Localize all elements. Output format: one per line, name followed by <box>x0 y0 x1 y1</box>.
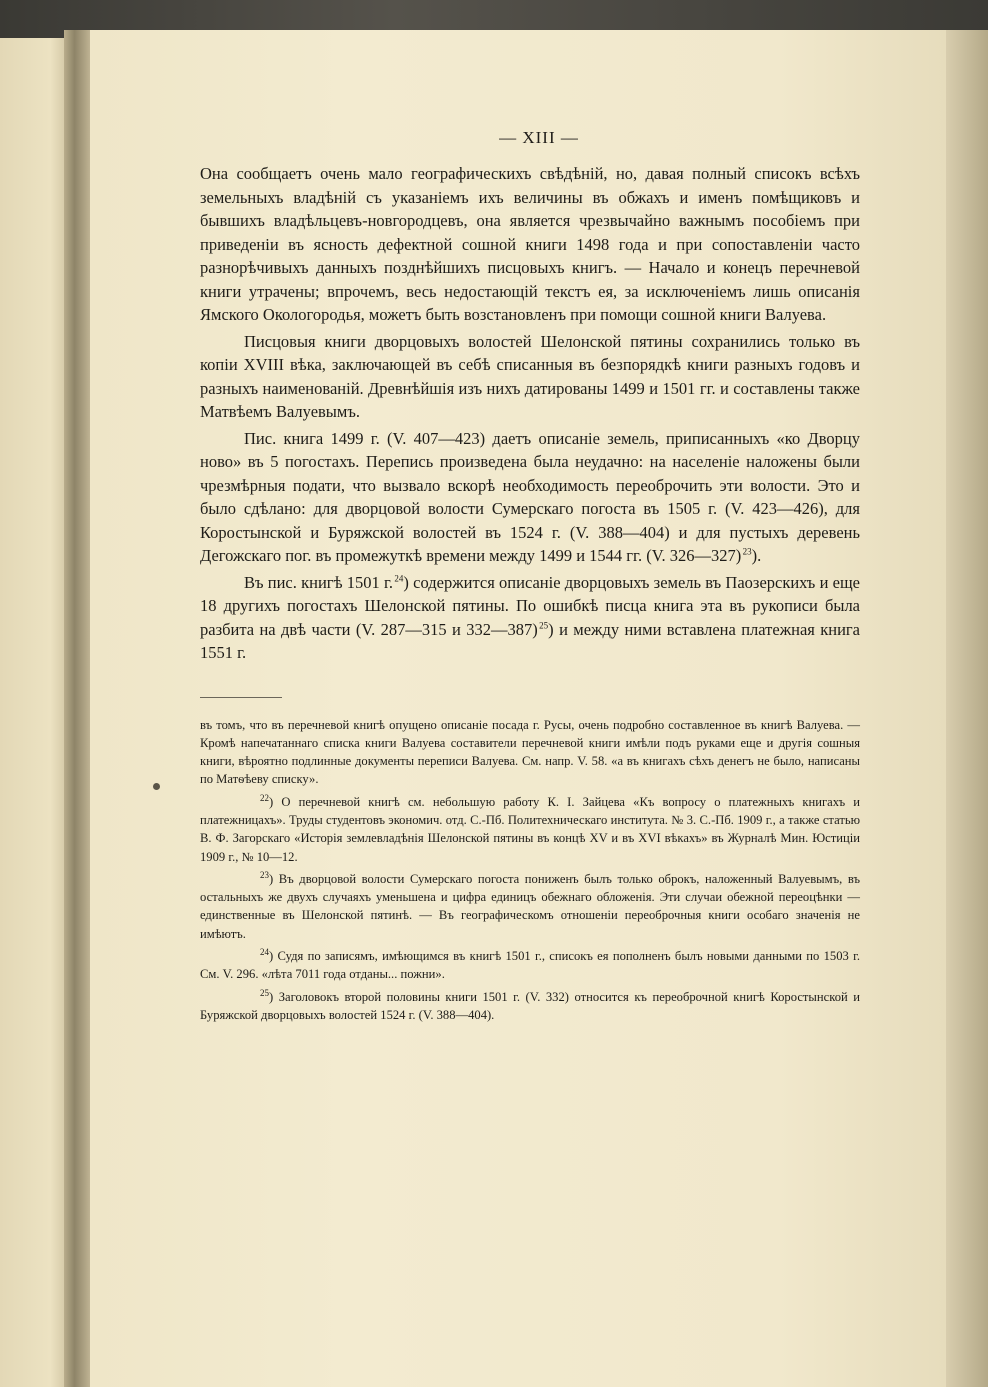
footnote-24: $^{24}$) Судя по записямъ, имѣющимся въ книгѣ 1501 г., списокъ ея пополненъ былъ новыми данными по 1503 г. См. V. 296. «лѣта 7011 года отданы... пожни». <box>200 946 860 982</box>
paragraph-1: Она сообщаетъ очень мало географическихъ свѣдѣній, но, давая полный списокъ всѣхъ земельныхъ владѣній съ указаніемъ ихъ величины въ обжахъ и именъ помѣщиковъ и бывшихъ владѣльцевъ-новгородцевъ, она является чрезвычайно важнымъ пособіемъ при приведеніи въ ясность дефектной сошной книги 1498 года и при сопоставленіи часто разнорѣчивыхъ данныхъ позднѣйшихъ писцовыхъ книгъ. — Начало и конецъ перечневой книги утрачены; впрочемъ, весь недостающій текстъ ея, за исключеніемъ лишь описанія Ямского Окологородья, можетъ быть возстановленъ при помощи сошной книги Валуева. <box>200 164 860 324</box>
footnote-continued: въ томъ, что въ перечневой книгѣ опущено описаніе посада г. Русы, очень подробно составленное въ книгѣ Валуева. — Кромѣ напечатаннаго списка книги Валуева составители перечневой книги имѣли подъ руками еще и другія сошныя книги, вѣроятно подлинные документы переписи Валуева. См. напр. V. 58. «а въ книгахъ сѣхъ денегъ не было, написаны по Матѳѣеву списку». <box>200 717 860 787</box>
page-text <box>200 128 860 1024</box>
paragraph-3: Пис. книга 1499 г. (V. 407—423) даетъ описаніе земель, приписанныхъ «ко Дворцу ново» въ 5 погостахъ. Перепись произведена была неудачно: на населеніе наложены были чрезмѣрныя подати, что вызвало вскорѣ необходимость переоброчить эти волости. Это и было сдѣлано: для дворцовой волости Сумерскаго погоста въ 1505 г. (V. 423—426), для Коростынской и Буряжской волостей въ 1524 г. (V. 388—404) и для пустыхъ деревень Дегожскаго пог. въ промежуткѣ времени между 1499 и 1544 гг. (V. 326—327) $^{23}$). <box>200 428 860 565</box>
footnote-ref-25: 25 <box>539 620 549 630</box>
right-page-edge <box>946 30 988 1387</box>
footnote-25: $^{25}$) Заголовокъ второй половины книги 1501 г. (V. 332) относится къ переоброчной книгѣ Коростынской и Буряжской дворцовыхъ волостей 1524 г. (V. 388—404). <box>200 987 860 1022</box>
footnote-ref-24: 24 <box>394 573 404 583</box>
footnote-23: $^{23}$) Въ дворцовой волости Сумерскаго погоста пониженъ былъ только оброкъ, наложенный Валуевымъ, въ остальныхъ же двухъ случаяхъ уменьшена и цифра единицъ обежнаго обложенія. Эти случаи обежной переоцѣнки — единственные въ Шелонской пятинѣ. — Въ географическомъ отношеніи переоброчныя книги особаго значенія не имѣютъ. <box>200 869 860 941</box>
paragraph-4: Въ пис. книгѣ 1501 г. $^{24}$) содержится описаніе дворцовыхъ земель въ Паозерскихъ и еще 18 другихъ погостахъ Шелонской пятины. По ошибкѣ писца книга эта въ рукописи была разбита на двѣ части (V. 287—315 и 332—387) $^{25}$) и между ними вставлена платежная книга 1551 г. <box>200 572 861 662</box>
footnote-divider <box>200 697 282 698</box>
page-number: — XIII — <box>499 128 579 147</box>
footnote-22: $^{22}$) О перечневой книгѣ см. небольшую работу К. I. Зайцева «Къ вопросу о платежныхъ книгахъ и платежницахъ». Труды студентовъ экономич. отд. С.-Пб. Политехническаго института. № 3. С.-Пб. 1909 г., а также статью В. Ф. Загорскаго «Исторія землевладѣнія Шелонской пятины въ концѣ XV и въ XVI вѣкахъ» въ Журналѣ Мин. Юстиціи 1909 г., № 10—12. <box>200 792 860 864</box>
footnote-ref-23: 23 <box>742 546 752 557</box>
stain-mark <box>153 783 160 790</box>
left-page-edge <box>0 38 72 1387</box>
paragraph-2: Писцовыя книги дворцовыхъ волостей Шелонской пятины сохранились только въ копіи XVIII вѣка, заключающей въ себѣ списанныя въ безпорядкѣ книги разныхъ годовъ и разныхъ наименованій. Древнѣйшія изъ нихъ датированы 1499 и 1501 гг. и составлены также Матвѣемъ Валуевымъ. <box>200 331 860 421</box>
